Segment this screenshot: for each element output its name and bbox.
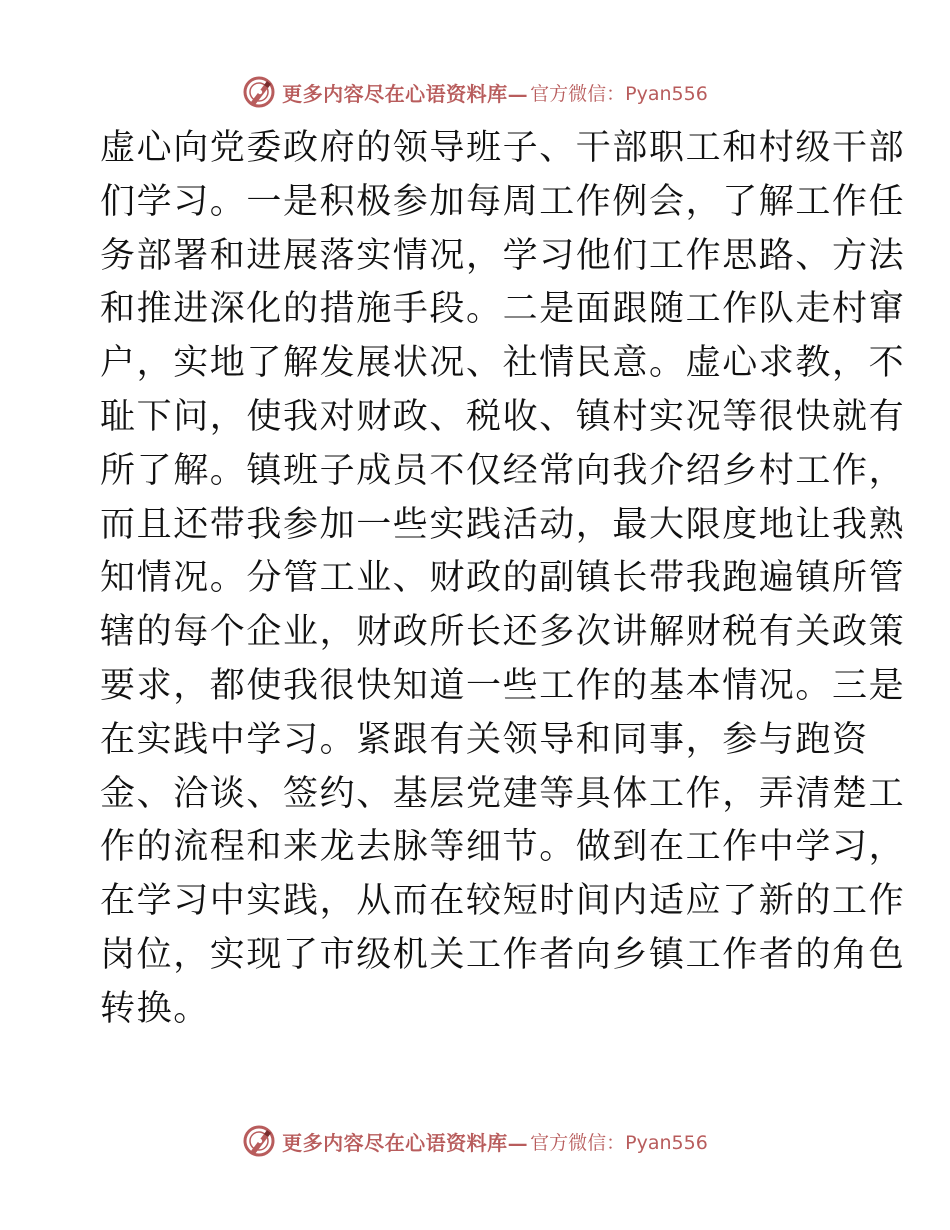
header-slogan: 更多内容尽在心语资料库— xyxy=(282,81,529,106)
document-body xyxy=(100,122,906,1037)
pen-logo-icon xyxy=(242,1124,276,1158)
text-line: 要求，都使我很快知道一些工作的基本情况。三是 xyxy=(100,665,906,706)
text-line: 们学习。一是积极参加每周工作例会，了解工作任 xyxy=(100,181,906,222)
text-line: 务部署和进展落实情况，学习他们工作思路、方法 xyxy=(100,235,906,276)
text-line: 知情况。分管工业、财政的副镇长带我跑遍镇所管 xyxy=(100,558,906,599)
text-line: 在实践中学习。紧跟有关领导和同事，参与跑资 xyxy=(100,719,869,760)
text-line: 转换。 xyxy=(100,988,210,1029)
text-line: 虚心向党委政府的领导班子、干部职工和村级干部 xyxy=(100,128,906,168)
text-line: 金、洽谈、签约、基层党建等具体工作，弄清楚工 xyxy=(100,773,906,814)
header-banner xyxy=(0,72,950,112)
footer-slogan: 更多内容尽在心语资料库— xyxy=(282,1130,529,1155)
text-line: 在学习中实践，从而在较短时间内适应了新的工作 xyxy=(100,881,906,922)
text-line: 而且还带我参加一些实践活动，最大限度地让我熟 xyxy=(100,504,906,545)
text-line: 户，实地了解发展状况、社情民意。虚心求教，不 xyxy=(100,343,906,384)
footer-contact: 官方微信：Pyan556 xyxy=(530,1131,708,1154)
text-line: 岗位，实现了市级机关工作者向乡镇工作者的角色 xyxy=(100,934,906,975)
footer-banner xyxy=(0,1121,950,1161)
text-line: 作的流程和来龙去脉等细节。做到在工作中学习， xyxy=(100,827,906,868)
text-line: 耻下问，使我对财政、税收、镇村实况等很快就有 xyxy=(100,396,906,437)
text-line: 所了解。镇班子成员不仅经常向我介绍乡村工作， xyxy=(100,450,906,491)
pen-logo-icon xyxy=(242,75,276,109)
header-contact: 官方微信：Pyan556 xyxy=(530,82,708,105)
text-line: 和推进深化的措施手段。二是面跟随工作队走村窜 xyxy=(100,289,906,330)
text-line: 辖的每个企业，财政所长还多次讲解财税有关政策 xyxy=(100,612,906,653)
